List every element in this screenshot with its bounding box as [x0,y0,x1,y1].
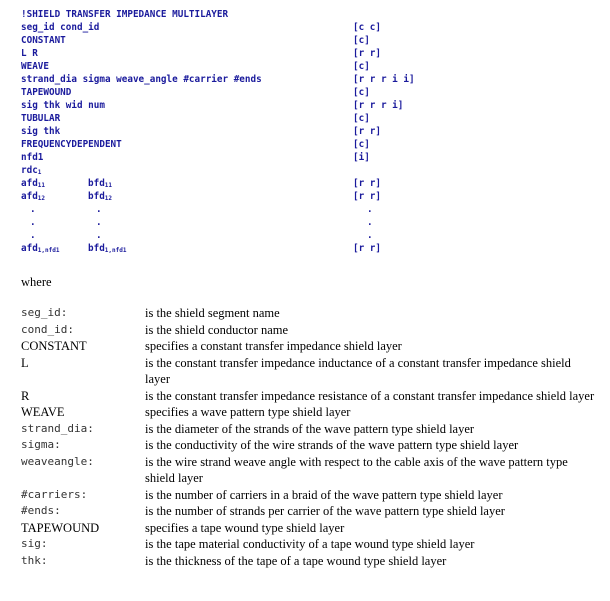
where-label: where [21,275,52,289]
code-type: [c] [353,35,370,46]
definition-term: #carriers: [21,487,88,501]
code-type: [r r] [353,243,381,254]
code-type: [c] [353,61,370,72]
definition-term: #ends: [21,504,61,517]
code-text: FREQUENCYDEPENDENT [21,139,122,150]
code-text: sig thk [21,126,61,137]
code-line [21,151,601,164]
code-type: [c] [353,113,370,124]
definition-term: seg_id: [21,306,68,319]
definition-desc: is the number of carriers in a braid of the wave pattern type shield layer [145,487,503,502]
definition-desc: specifies a wave pattern type shield layer [145,405,351,419]
definition-term: strand_dia: [21,421,94,435]
bfd-base: bfd [88,243,105,254]
ellipsis-dot: . [30,230,36,241]
code-line [21,21,601,34]
afd-base: afd [21,191,38,202]
definition-item [21,338,596,355]
definition-desc: specifies a constant transfer impedance shield layer [145,339,402,353]
code-type: [r r r i] [353,100,404,111]
definition-item [21,404,596,421]
code-line-rdc [21,164,601,177]
rdc-base: rdc [21,165,38,176]
definition-term: sig: [21,537,48,550]
ellipsis-dot: . [30,217,36,228]
afd-term [21,242,59,257]
definition-term: TAPEWOUND [21,520,100,535]
code-text: TUBULAR [21,113,61,124]
definition-desc: is the number of strands per carrier of the wave pattern type shield layer [145,504,505,518]
bfd-sub: 1,nfd1 [104,247,127,254]
bfd-sub: 11 [104,182,113,189]
code-type: [c] [353,87,370,98]
definition-desc: is the tape material conductivity of a tape wound type shield layer [145,537,475,551]
definition-item [21,487,596,504]
code-line-afd [21,190,601,203]
code-line [21,99,601,112]
code-text: nfd1 [21,152,44,163]
definition-desc: is the thickness of the tape of a tape wound type shield layer [145,553,447,568]
afd-sub: 11 [37,182,46,189]
definition-item [21,388,596,405]
code-type: [r r] [353,191,381,202]
ellipsis-dot: . [367,217,373,228]
definition-item [21,454,596,487]
definition-term: WEAVE [21,405,65,419]
code-type: [i] [353,152,370,163]
code-line [21,73,601,86]
definition-desc: is the shield segment name [145,306,280,320]
code-type: [r r r i i] [353,74,415,85]
code-text: CONSTANT [21,35,66,46]
ellipsis-dot: . [367,230,373,241]
definition-item [21,536,596,553]
definition-term: weaveangle: [21,454,94,468]
code-type: [r r] [353,126,381,137]
bfd-term [88,242,126,257]
ellipsis-dot: . [96,204,102,215]
definition-term: thk: [21,553,48,567]
code-text: seg_id cond_id [21,22,100,33]
definition-desc: is the shield conductor name [145,322,289,337]
definition-desc: specifies a tape wound type shield layer [145,520,345,535]
code-type: [r r] [353,178,381,189]
ellipsis-row [21,229,601,242]
code-line [21,8,601,21]
code-line [21,47,601,60]
definitions-list [21,305,596,569]
definition-item [21,421,596,438]
definition-term: cond_id: [21,322,74,336]
code-text: WEAVE [21,61,49,72]
code-line [21,112,601,125]
ellipsis-dot: . [96,230,102,241]
definition-desc: is the constant transfer impedance resistance of a constant transfer impedance shield layer [145,388,595,403]
afd-base: afd [21,243,38,254]
code-text: TAPEWOUND [21,87,72,98]
definition-item [21,322,596,339]
code-line [21,34,601,47]
code-line [21,60,601,73]
code-type: [r r] [353,48,381,59]
bfd-base: bfd [88,178,105,189]
definition-desc: is the diameter of the strands of the wave pattern type shield layer [145,421,475,436]
definition-term: CONSTANT [21,339,87,353]
code-text: sig thk wid num [21,100,105,111]
ellipsis-row [21,216,601,229]
definition-item [21,355,596,388]
definition-term: R [21,388,30,403]
definition-term: L [21,355,29,370]
definition-item [21,503,596,520]
code-text: !SHIELD TRANSFER IMPEDANCE MULTILAYER [21,9,229,20]
definition-desc: is the wire strand weave angle with respect to the cable axis of the wave pattern type shield layer [145,454,568,485]
afd-sub: 12 [37,195,46,202]
definition-item [21,305,596,322]
code-text: strand_dia sigma weave_angle #carrier #ends [21,74,262,85]
ellipsis-row [21,203,601,216]
rdc-sub: 1 [37,169,42,176]
ellipsis-dot: . [96,217,102,228]
definition-item [21,437,596,454]
definition-desc: is the conductivity of the wire strands of the wave pattern type shield layer [145,438,519,452]
code-line [21,138,601,151]
code-line [21,125,601,138]
afd-sub: 1,nfd1 [37,247,60,254]
ellipsis-dot: . [30,204,36,215]
definition-item [21,553,596,570]
bfd-sub: 12 [104,195,113,202]
code-line [21,86,601,99]
definition-item [21,520,596,537]
ellipsis-dot: . [367,204,373,215]
bfd-base: bfd [88,191,105,202]
definition-term: sigma: [21,438,61,451]
code-block [21,8,601,255]
code-line-afd-last [21,242,601,255]
definition-desc: is the constant transfer impedance inductance of a constant transfer impedance shield layer [145,355,571,386]
code-type: [c] [353,139,370,150]
code-text: L R [21,48,38,59]
code-type: [c c] [353,22,381,33]
code-line-afd [21,177,601,190]
afd-base: afd [21,178,38,189]
